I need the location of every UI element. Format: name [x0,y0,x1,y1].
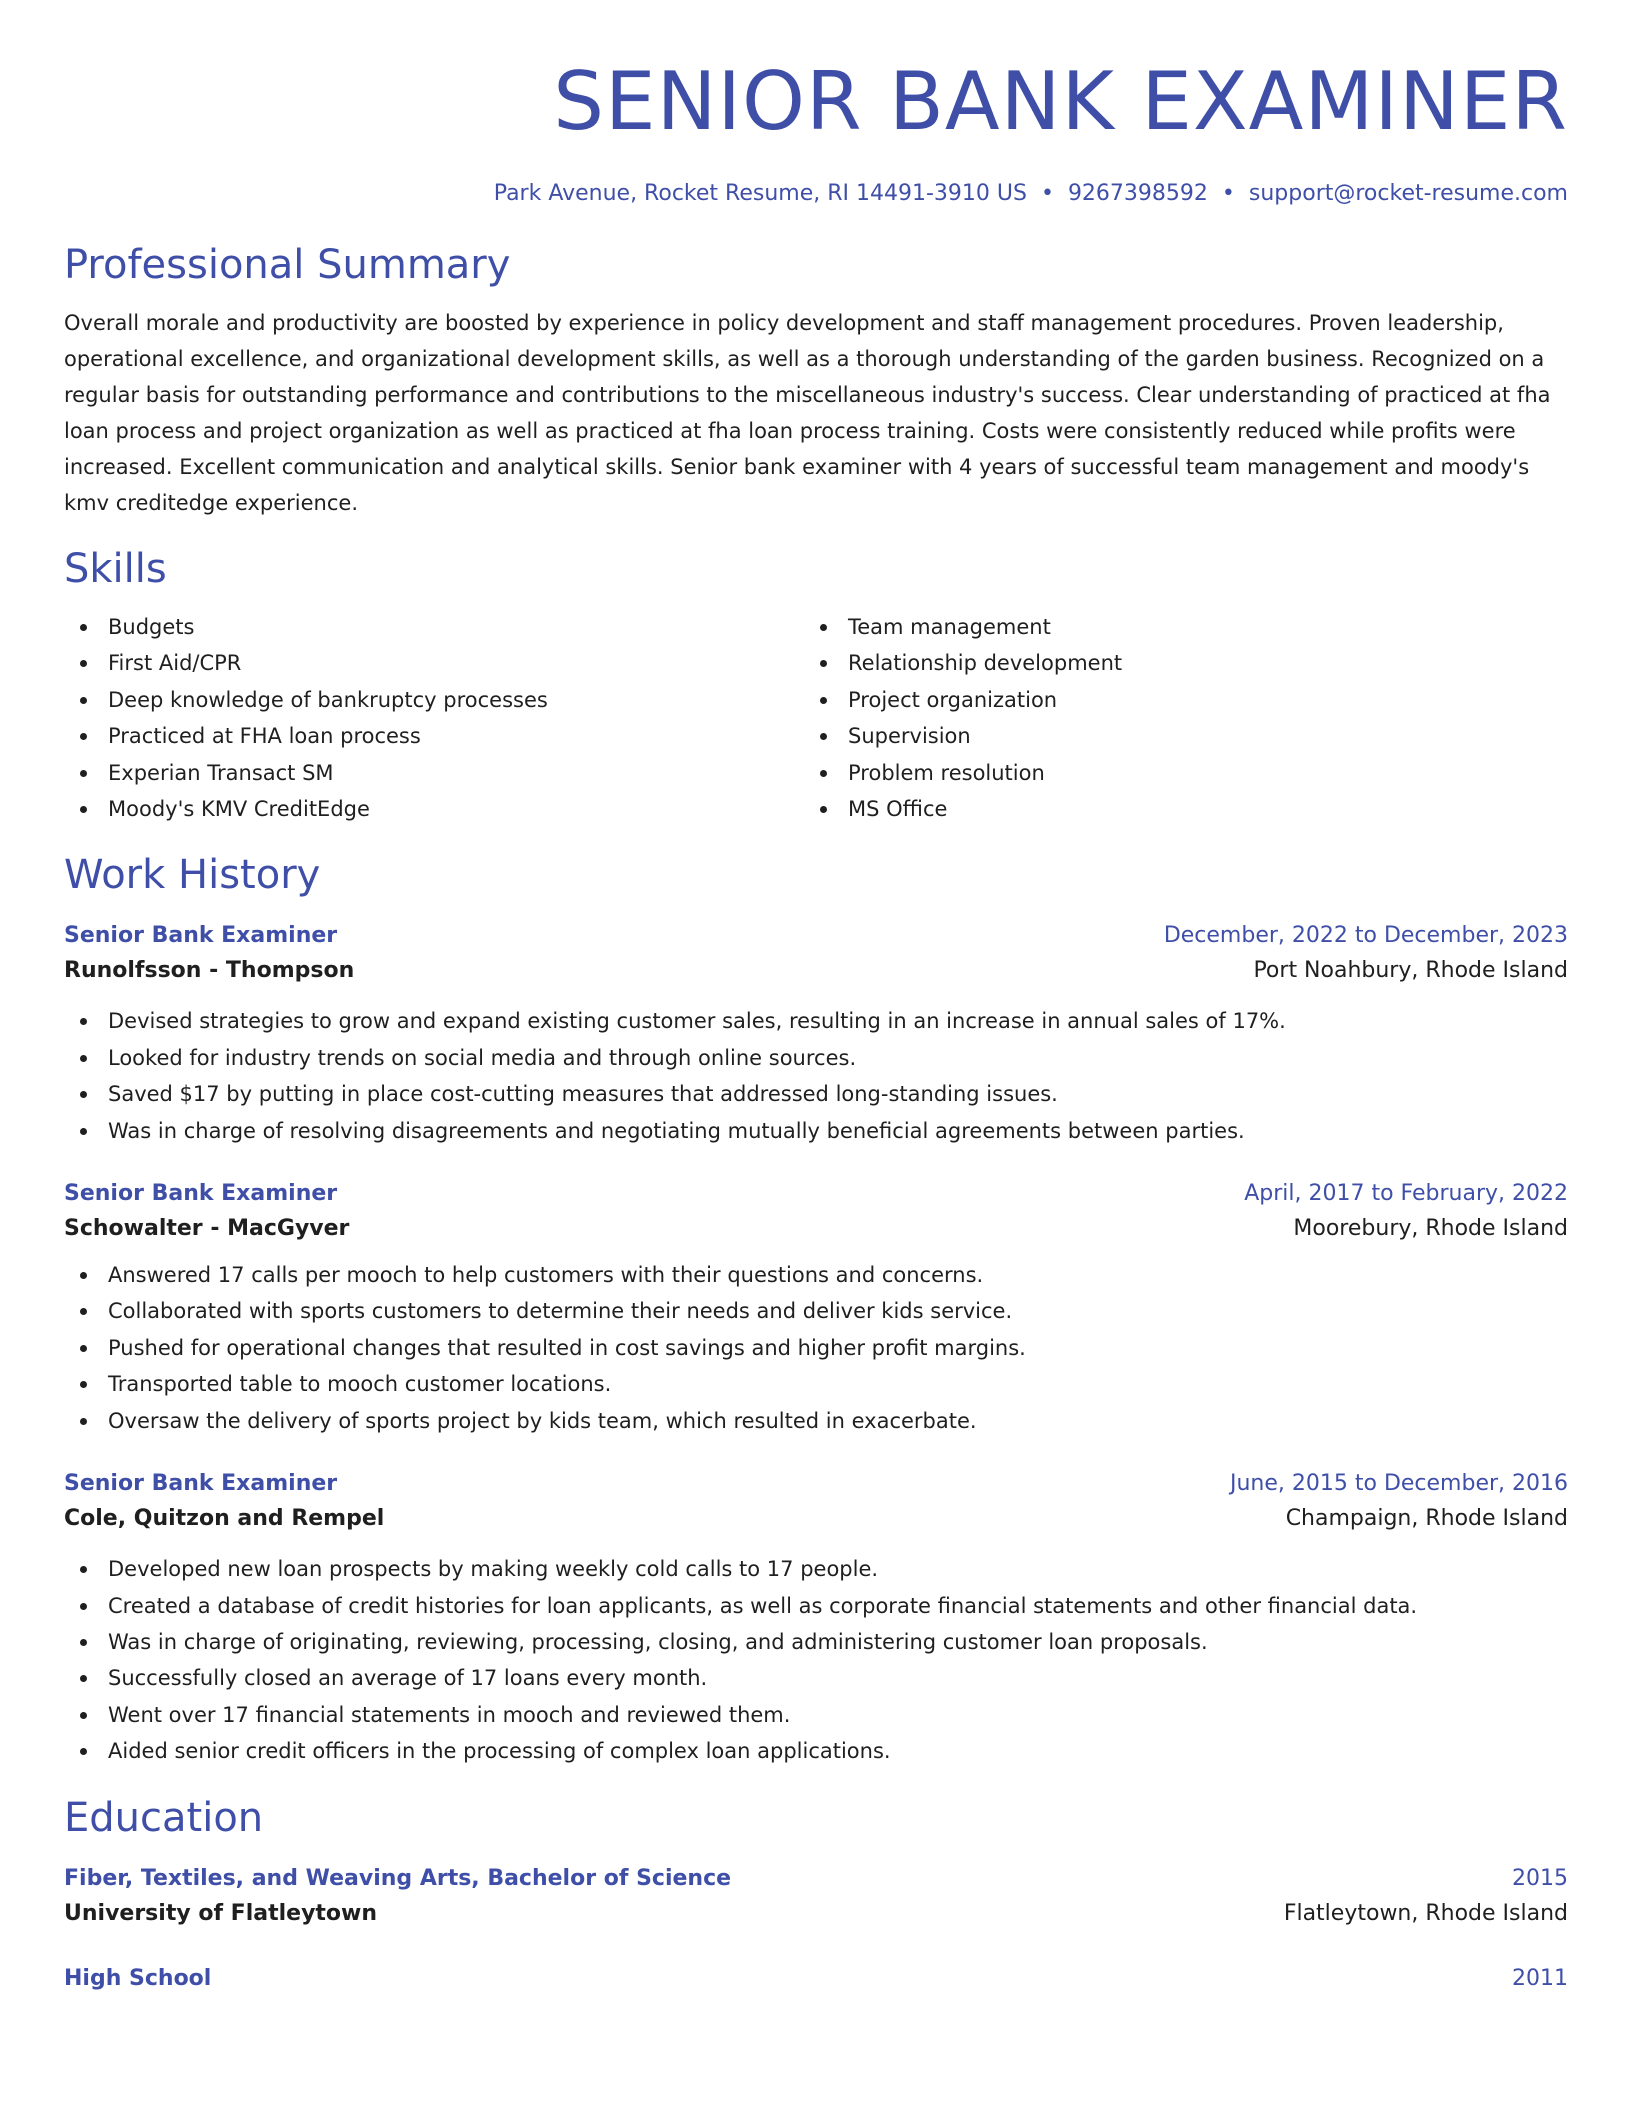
education-header-row [64,1864,1568,1894]
job-bullet: Went over 17 financial statements in mooch and reviewed them. [64,1697,1568,1733]
education-entry [64,1864,1568,1934]
contact-address: Park Avenue, Rocket Resume, RI 14491-3910 US [493,181,1027,206]
job-location: Champaign, Rhode Island [1285,1506,1568,1532]
education-degree: Fiber, Textiles, and Weaving Arts, Bachelor of Science [64,1865,732,1891]
job-bullet: Was in charge of resolving disagreements and negotiating mutually beneficial agreements between parties. [64,1113,1568,1149]
work-history-section [64,851,1568,1769]
job-dates: December, 2022 to December, 2023 [1163,923,1568,949]
contact-phone: 9267398592 [1067,181,1208,206]
job-bullet: Answered 17 calls per mooch to help customers with their questions and concerns. [64,1257,1568,1293]
skill-item: Budgets [64,609,804,645]
skills-section [64,545,1568,827]
education-year: 2015 [1512,1865,1568,1891]
resume-page [64,0,1568,1994]
job-bullet: Aided senior credit officers in the processing of complex loan applications. [64,1733,1568,1769]
skills-list-right [804,609,1544,827]
resume-title: SENIOR BANK EXAMINER [553,55,1568,148]
job-entry [64,1179,1568,1439]
contact-line [64,179,1568,209]
education-header-row [64,1964,1568,1994]
education-school: University of Flatleytown [64,1900,378,1926]
job-bullets [64,1551,1568,1769]
job-bullet: Oversaw the delivery of sports project by kids team, which resulted in exacerbate. [64,1403,1568,1439]
skills-list-left [64,609,804,827]
education-year: 2011 [1512,1965,1568,1991]
education-subheader-row [64,1894,1568,1934]
job-entry [64,1469,1568,1769]
skill-item: MS Office [804,791,1544,827]
section-heading-skills: Skills [64,546,167,592]
job-bullet: Looked for industry trends on social media and through online sources. [64,1040,1568,1076]
skill-item: Supervision [804,718,1544,754]
job-header-row [64,1469,1568,1499]
skill-item: Deep knowledge of bankruptcy processes [64,682,804,718]
summary-section [64,241,1568,521]
skill-item: Problem resolution [804,755,1544,791]
skill-item: Practiced at FHA loan process [64,718,804,754]
section-heading-work-history: Work History [64,852,321,899]
job-location: Moorebury, Rhode Island [1293,1216,1568,1242]
job-bullet: Saved $17 by putting in place cost-cutting measures that addressed long-standing issues. [64,1076,1568,1112]
contact-separator: • [1040,181,1054,206]
contact-email[interactable]: support@rocket-resume.com [1248,181,1568,206]
job-title: Senior Bank Examiner [64,1181,338,1207]
education-section [64,1794,1568,1994]
skill-item: Team management [804,609,1544,645]
section-heading-summary: Professional Summary [64,242,511,288]
job-bullet: Developed new loan prospects by making weekly cold calls to 17 people. [64,1551,1568,1587]
education-degree: High School [64,1965,212,1991]
job-subheader-row [64,1499,1568,1539]
job-bullet: Created a database of credit histories for loan applicants, as well as corporate financial statements and other financial data. [64,1588,1568,1624]
job-bullet: Was in charge of originating, reviewing, processing, closing, and administering customer loan proposals. [64,1624,1568,1660]
education-entry [64,1964,1568,1994]
job-bullet: Pushed for operational changes that resulted in cost savings and higher profit margins. [64,1330,1568,1366]
job-dates: April, 2017 to February, 2022 [1244,1181,1568,1207]
job-location: Port Noahbury, Rhode Island [1253,958,1568,984]
job-bullet: Successfully closed an average of 17 loans every month. [64,1660,1568,1696]
skill-item: Project organization [804,682,1544,718]
job-company: Runolfsson - Thompson [64,958,355,984]
job-title: Senior Bank Examiner [64,1471,338,1497]
job-header-row [64,921,1568,951]
skill-item: Experian Transact SM [64,755,804,791]
job-dates: June, 2015 to December, 2016 [1229,1471,1568,1497]
job-bullet: Devised strategies to grow and expand existing customer sales, resulting in an increase in annual sales of 17%. [64,1003,1568,1039]
job-bullets [64,1003,1568,1149]
job-bullet: Collaborated with sports customers to determine their needs and deliver kids service. [64,1293,1568,1329]
contact-separator: • [1221,181,1235,206]
summary-text: Overall morale and productivity are boosted by experience in policy development and staff management procedures. Proven leadership, operational excellence, and organizational development skills, as well as a thorough understanding of the garden business. Recognized on a regular basis for outstanding performance and contributions to the miscellaneous industry's success. Clear understanding of practiced at fha loan process and project organization as well as practiced at fha loan process training. Costs were consistently reduced while profits were increased. Excellent communication and analytical skills. Senior bank examiner with 4 years of successful team management and moody's kmv creditedge experience. [64,311,1551,515]
job-bullets [64,1257,1568,1439]
job-company: Schowalter - MacGyver [64,1216,350,1242]
section-heading-education: Education [64,1794,264,1841]
job-company: Cole, Quitzon and Rempel [64,1506,385,1532]
education-location: Flatleytown, Rhode Island [1283,1900,1568,1926]
job-entry [64,921,1568,1149]
skill-item: Relationship development [804,645,1544,681]
job-bullet: Transported table to mooch customer locations. [64,1366,1568,1402]
job-title: Senior Bank Examiner [64,923,338,949]
job-subheader-row [64,1209,1568,1249]
job-header-row [64,1179,1568,1209]
skill-item: Moody's KMV CreditEdge [64,791,804,827]
job-subheader-row [64,951,1568,991]
skills-grid [64,609,1568,827]
skill-item: First Aid/CPR [64,645,804,681]
